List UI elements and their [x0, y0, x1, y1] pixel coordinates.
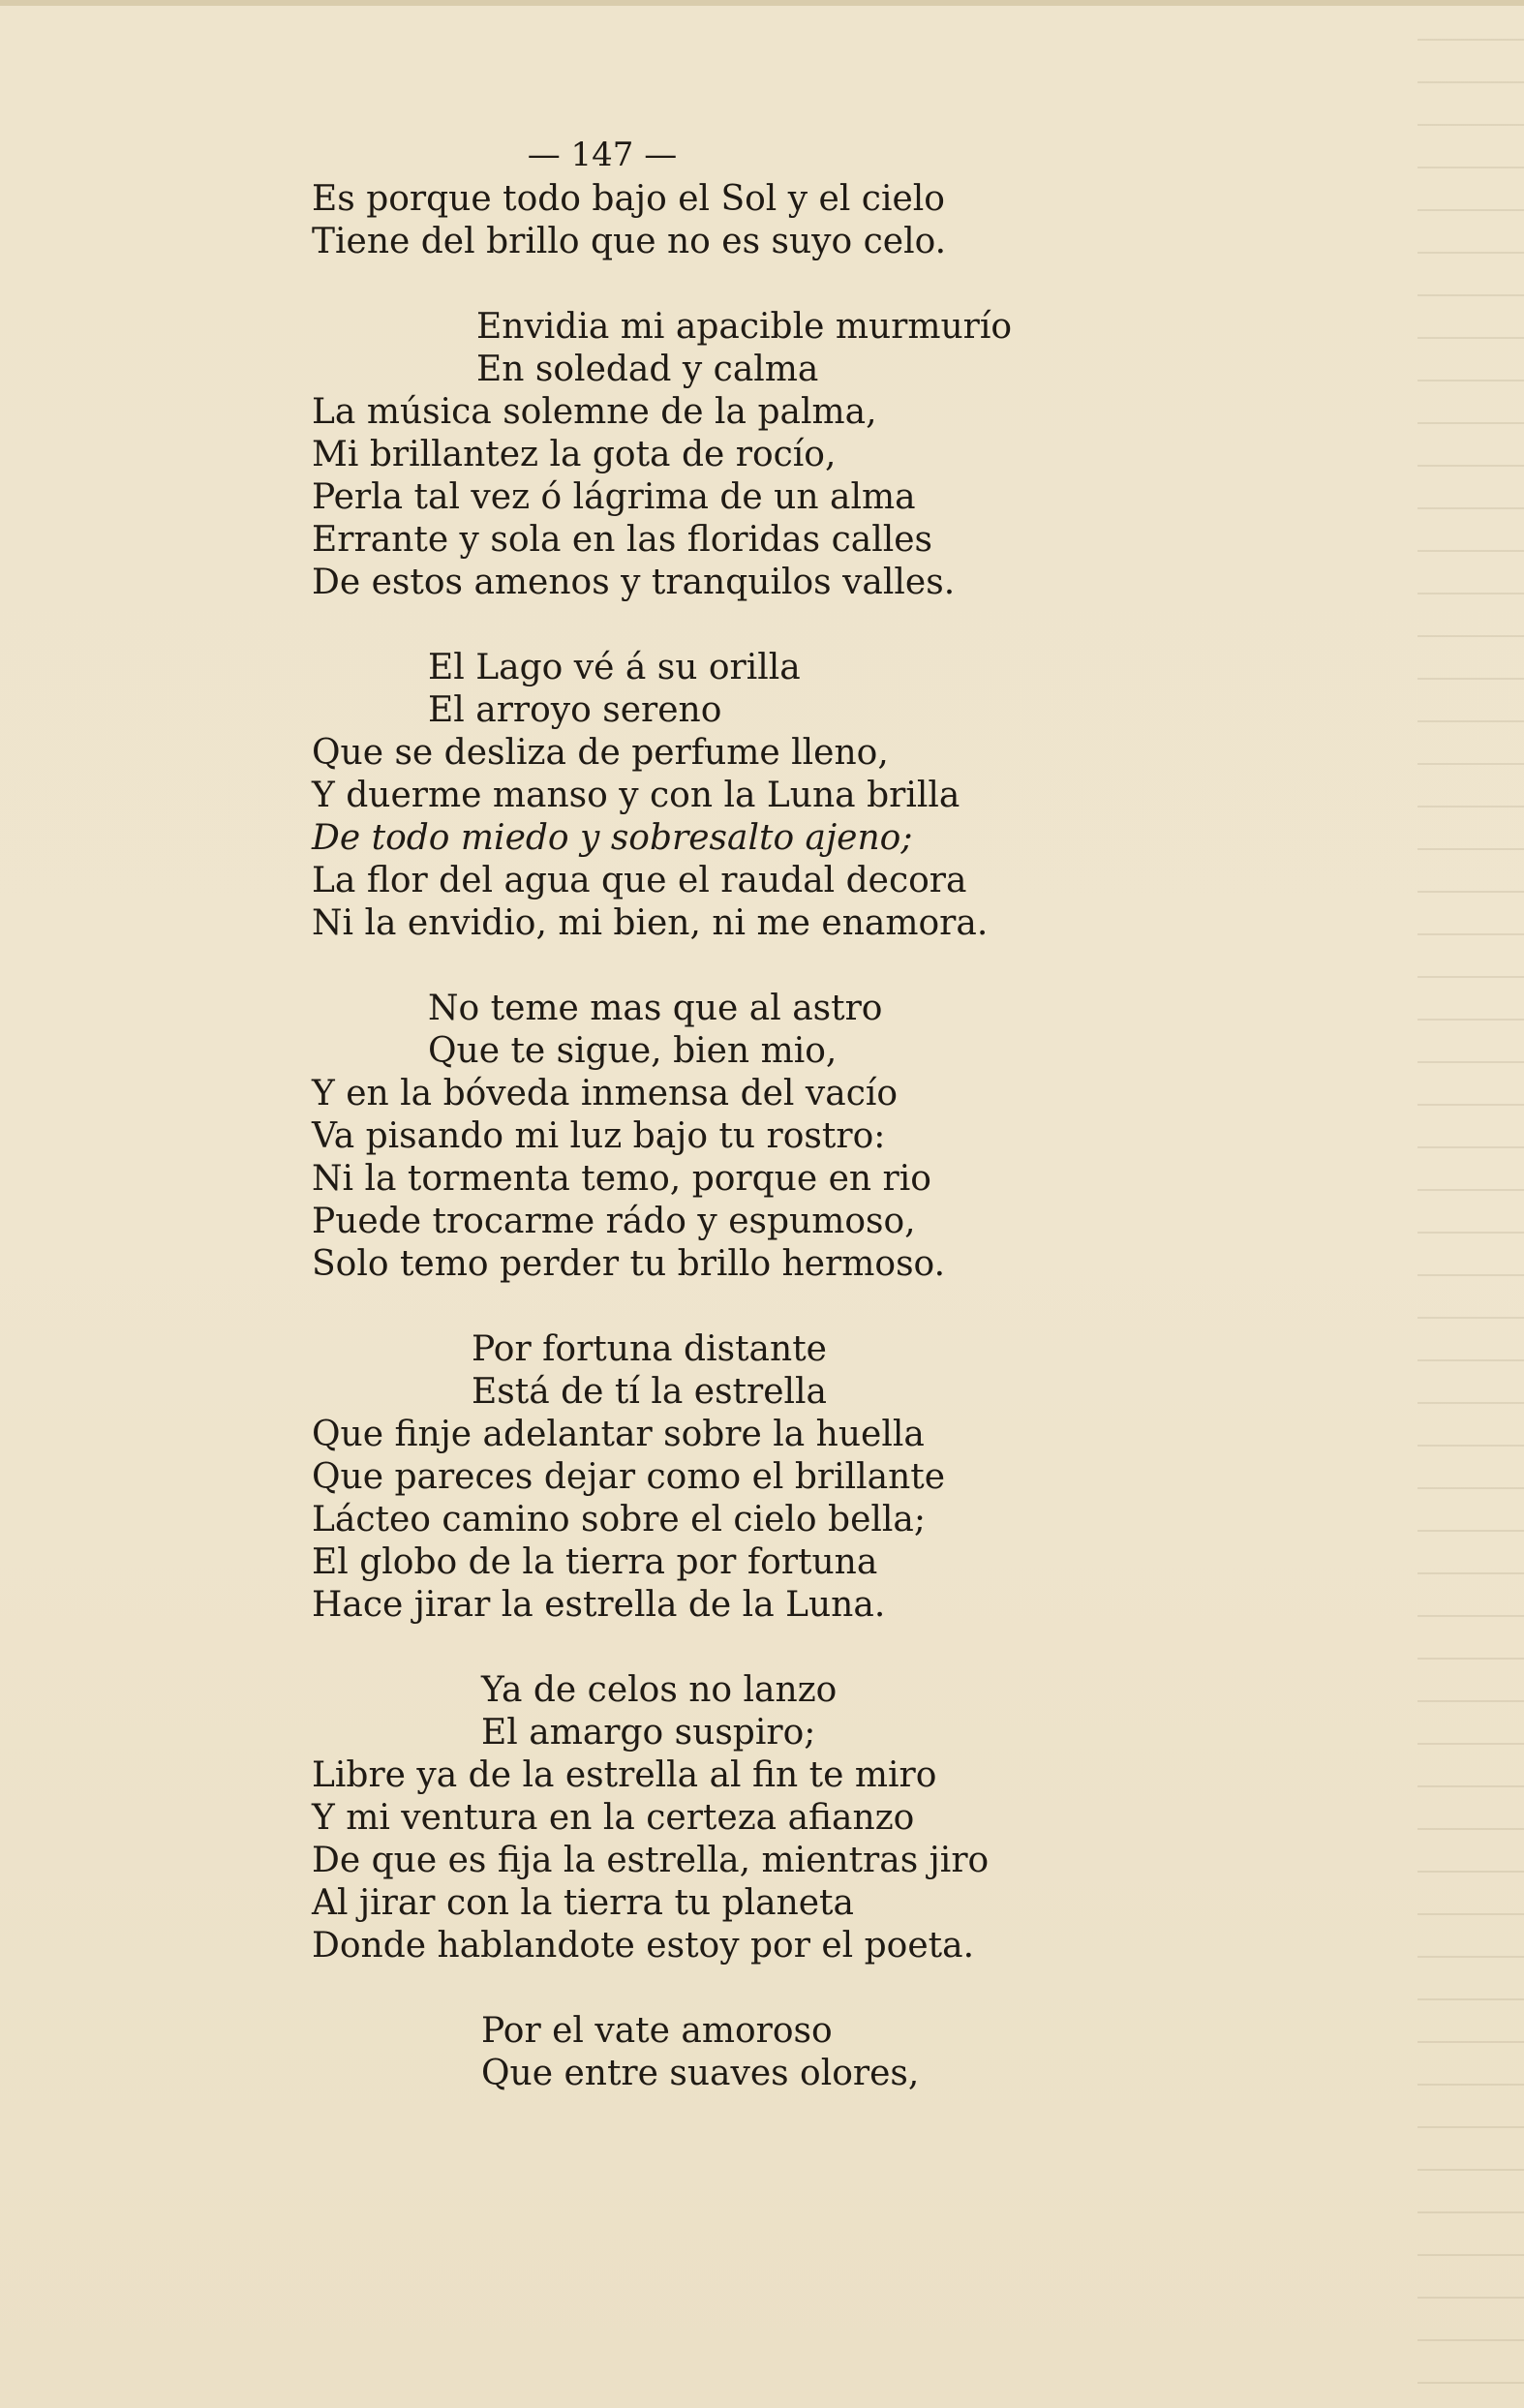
verse-line: Va pisando mi luz bajo tu rostro: — [312, 1116, 886, 1156]
verse-line: Puede trocarme rádo y espumoso, — [312, 1202, 916, 1241]
poem-text — [312, 136, 1048, 2138]
verse-line: Está de tí la estrella — [472, 1372, 828, 1412]
verse-line: De estos amenos y tranquilos valles. — [312, 563, 956, 602]
verse-line: Que entre suaves olores, — [481, 2054, 920, 2093]
stanza-5 — [312, 1328, 1048, 1627]
verse-line: Errante y sola en las floridas calles — [312, 520, 933, 560]
stanza-1 — [312, 178, 1048, 263]
verse-line: Al jirar con la tierra tu planeta — [312, 1883, 854, 1923]
bleed-through-text — [1417, 0, 1524, 2408]
verse-line: Lácteo camino sobre el cielo bella; — [312, 1500, 926, 1539]
page-top-edge — [0, 0, 1524, 6]
verse-line: El globo de la tierra por fortuna — [312, 1542, 878, 1582]
verse-line: De todo miedo y sobresalto ajeno; — [312, 818, 913, 858]
verse-line: Perla tal vez ó lágrima de un alma — [312, 477, 916, 517]
verse-line: Ya de celos no lanzo — [481, 1670, 838, 1710]
verse-line: Que se desliza de perfume lleno, — [312, 733, 889, 773]
verse-line: La flor del agua que el raudal decora — [312, 861, 967, 900]
verse-line: En soledad y calma — [476, 350, 819, 389]
verse-line: Y en la bóveda inmensa del vacío — [312, 1074, 899, 1113]
verse-line: Es porque todo bajo el Sol y el cielo — [312, 179, 945, 219]
stanza-6 — [312, 1669, 1048, 1967]
verse-line: Y mi ventura en la certeza afianzo — [312, 1798, 915, 1838]
verse-line: La música solemne de la palma, — [312, 392, 877, 432]
stanza-3 — [312, 647, 1048, 945]
verse-line: Que te sigue, bien mio, — [428, 1031, 838, 1071]
verse-line: El amargo suspiro; — [481, 1713, 816, 1753]
stanza-4 — [312, 988, 1048, 1286]
verse-line: Y duerme manso y con la Luna brilla — [312, 776, 960, 815]
verse-line: No teme mas que al astro — [428, 989, 883, 1028]
stanza-2 — [312, 306, 1048, 604]
verse-line: Solo temo perder tu brillo hermoso. — [312, 1244, 946, 1284]
verse-line: Tiene del brillo que no es suyo celo. — [312, 222, 947, 261]
verse-line: Ni la tormenta temo, porque en rio — [312, 1159, 931, 1199]
verse-line: Por el vate amoroso — [481, 2011, 833, 2051]
verse-line: Mi brillantez la gota de rocío, — [312, 435, 837, 474]
verse-line: Que finje adelantar sobre la huella — [312, 1415, 925, 1454]
page-number: — 147 — — [527, 136, 678, 174]
verse-line: Que pareces dejar como el brillante — [312, 1457, 946, 1497]
verse-line: El arroyo sereno — [428, 690, 722, 730]
verse-line: Envidia mi apacible murmurío — [476, 307, 1013, 347]
verse-line: Hace jirar la estrella de la Luna. — [312, 1585, 886, 1625]
verse-line: Libre ya de la estrella al fin te miro — [312, 1755, 937, 1795]
verse-line: El Lago vé á su orilla — [428, 648, 801, 687]
verse-line: Ni la envidio, mi bien, ni me enamora. — [312, 903, 989, 943]
verse-line: Donde hablandote estoy por el poeta. — [312, 1926, 975, 1966]
verse-line: De que es fija la estrella, mientras jiro — [312, 1841, 990, 1880]
verse-line: Por fortuna distante — [472, 1329, 827, 1369]
stanza-7 — [312, 2010, 1048, 2095]
